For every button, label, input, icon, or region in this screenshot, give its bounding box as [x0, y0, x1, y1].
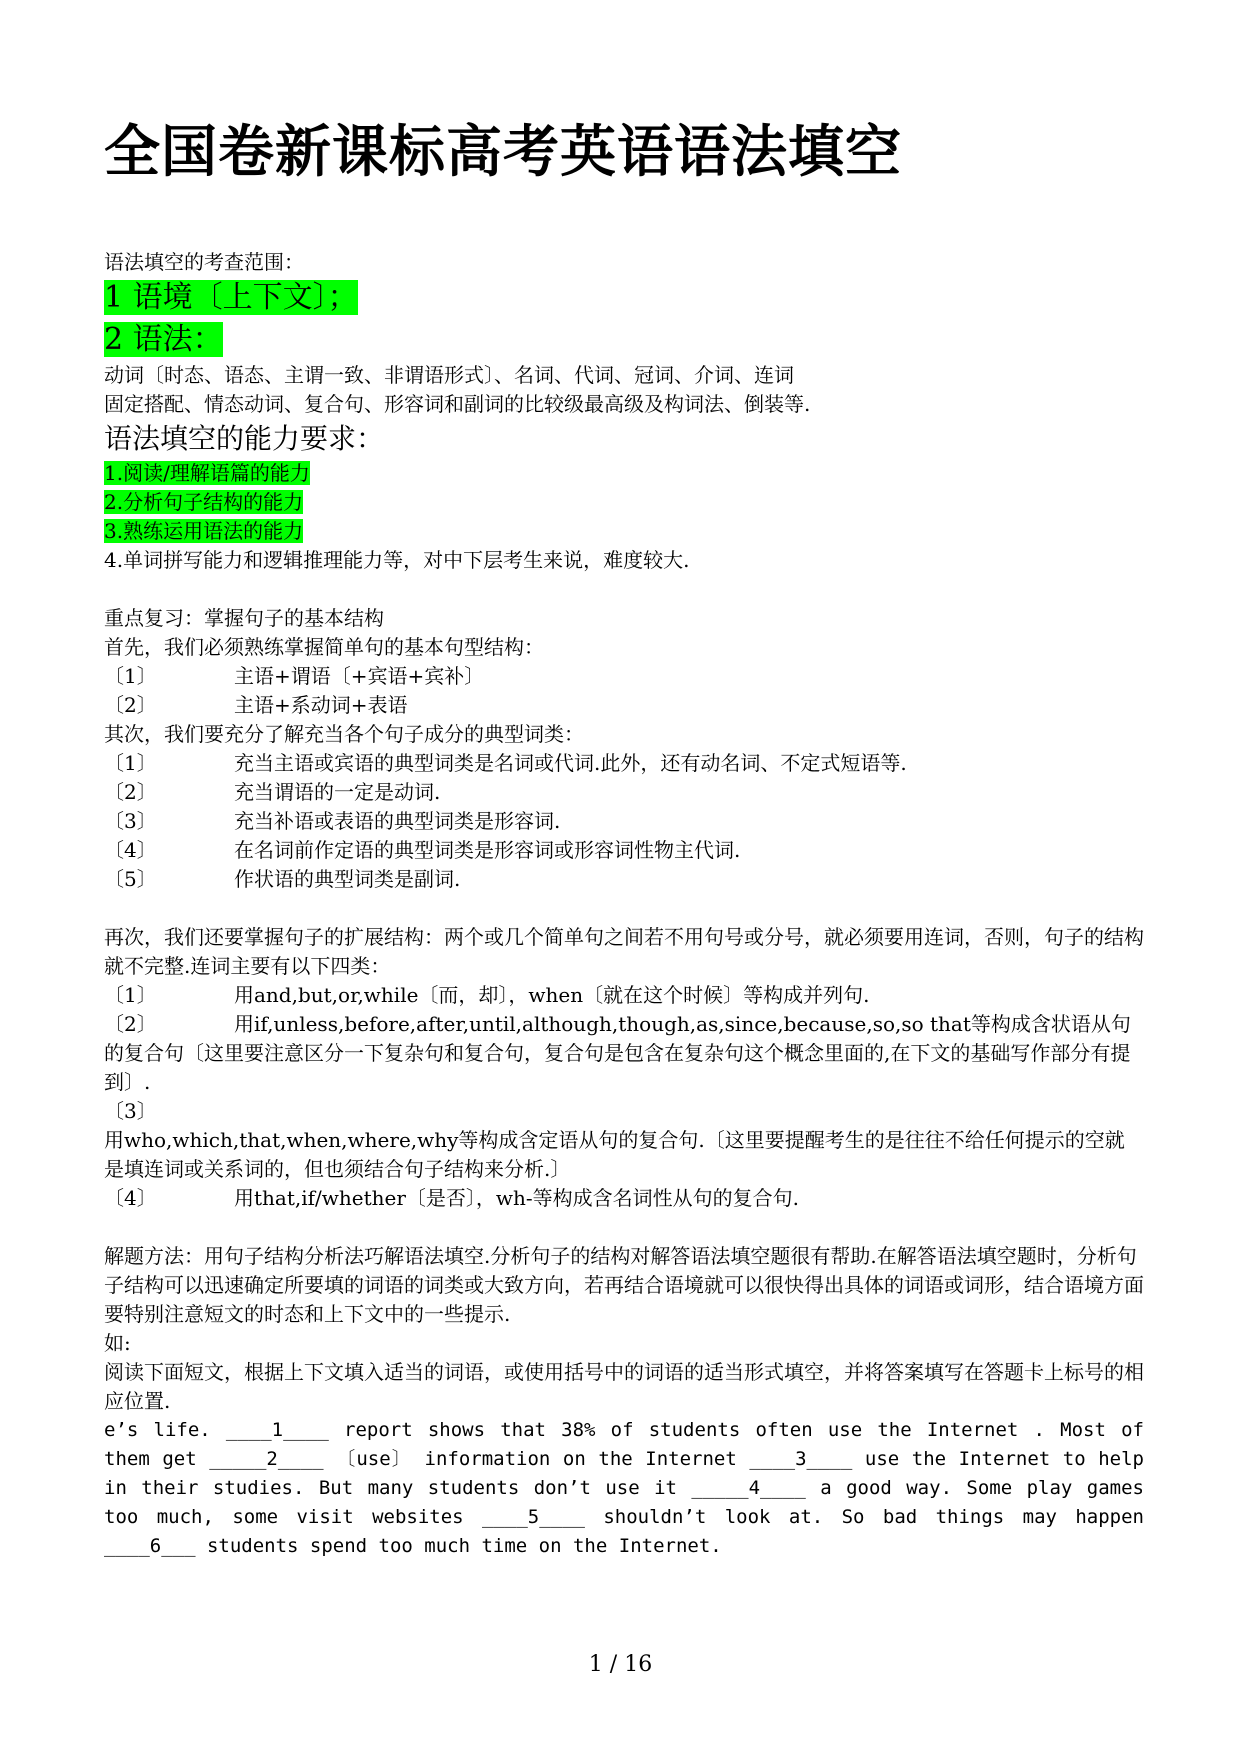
list-item: 用who,which,that,when,where,why等构成含定语从句的复合句.〔这里要提醒考生的是往往不给任何提示的空就是填连词或关系词的，但也须结合句子结构来分析.〕 — [104, 1128, 1125, 1181]
list-item-number: 〔3〕 — [104, 1099, 157, 1123]
scope-heading: 语法填空的考查范围： — [104, 250, 304, 274]
method-paragraph: 解题方法：用句子结构分析法巧解语法填空.分析句子的结构对解答语法填空题很有帮助.在解答语法填空题时，分析句子结构可以迅速确定所要填的词语的词类或大致方向，若再结合语境就可以很快得出具体的词语或词形，结合语境方面要特别注意短文的时态和上下文中的一些提示. — [104, 1244, 1144, 1326]
first-intro: 首先，我们必须熟练掌握简单句的基本句型结构： — [104, 635, 544, 659]
ability-item: 3.熟练运用语法的能力 — [104, 519, 304, 543]
grammar-line: 固定搭配、情态动词、复合句、形容词和副词的比较级最高级及构词法、倒装等. — [104, 392, 811, 416]
page-number: 1 / 16 — [588, 1652, 653, 1677]
scope-item-grammar: 2 语法： — [104, 322, 223, 357]
list-item: 〔2〕 用if,unless,before,after,until,although,though,as,since,because,so,so that等构成含状语从句的复合句〔这里要注意区分一下复杂句和复合句，复合句是包含在复杂句这个概念里面的,在下文的基础写作部分有提到〕. — [104, 1012, 1131, 1094]
list-item: 〔1〕 充当主语或宾语的典型词类是名词或代词.此外，还有动名词、不定式短语等. — [104, 751, 907, 775]
ability-item: 2.分析句子结构的能力 — [104, 490, 304, 514]
cloze-passage: e’s life. ____1____ report shows that 38% of students often use the Internet . Most of them get _____2____ 〔use〕 information on the Internet ____3____ use the Internet to help in their studies. But many students don’t use it _____4____ a good way. Some play games too much, some visit websites ____5____ shouldn’t look at. So bad things may happen ____6___ students spend too much time on the Internet. — [104, 1419, 1144, 1557]
ability-item: 4.单词拼写能力和逻辑推理能力等，对中下层考生来说，难度较大. — [104, 548, 690, 572]
list-item: 〔1〕 用and,but,or,while〔而，却〕，when〔就在这个时候〕等构成并列句. — [104, 983, 870, 1007]
list-item: 〔5〕 作状语的典型词类是副词. — [104, 867, 461, 891]
list-item: 〔2〕 充当谓语的一定是动词. — [104, 780, 441, 804]
example-label: 如: — [104, 1331, 131, 1355]
list-item: 〔2〕 主语+系动词+表语 — [104, 693, 408, 717]
list-item: 〔4〕 在名词前作定语的典型词类是形容词或形容词性物主代词. — [104, 838, 741, 862]
instruction-paragraph: 阅读下面短文，根据上下文填入适当的词语，或使用括号中的词语的适当形式填空，并将答案填写在答题卡上标号的相应位置. — [104, 1360, 1144, 1413]
third-intro: 再次，我们还要掌握句子的扩展结构：两个或几个简单句之间若不用句号或分号，就必须要用连词，否则，句子的结构就不完整.连词主要有以下四类： — [104, 925, 1144, 978]
document-title: 全国卷新课标高考英语语法填空 — [104, 120, 902, 185]
scope-item-context: 1 语境〔上下文〕； — [104, 280, 358, 315]
document-body — [104, 248, 1144, 1561]
ability-item: 1.阅读/理解语篇的能力 — [104, 461, 310, 485]
list-item: 〔3〕 充当补语或表语的典型词类是形容词. — [104, 809, 561, 833]
grammar-line: 动词〔时态、语态、主谓一致、非谓语形式〕、名词、代词、冠词、介词、连词 — [104, 363, 794, 387]
review-heading: 重点复习：掌握句子的基本结构 — [104, 606, 384, 630]
list-item: 〔1〕 主语+谓语〔+宾语+宾补〕 — [104, 664, 485, 688]
ability-heading: 语法填空的能力要求： — [104, 422, 385, 455]
second-intro: 其次，我们要充分了解充当各个句子成分的典型词类： — [104, 722, 584, 746]
list-item: 〔4〕 用that,if/whether〔是否〕，wh-等构成含名词性从句的复合句. — [104, 1186, 800, 1210]
